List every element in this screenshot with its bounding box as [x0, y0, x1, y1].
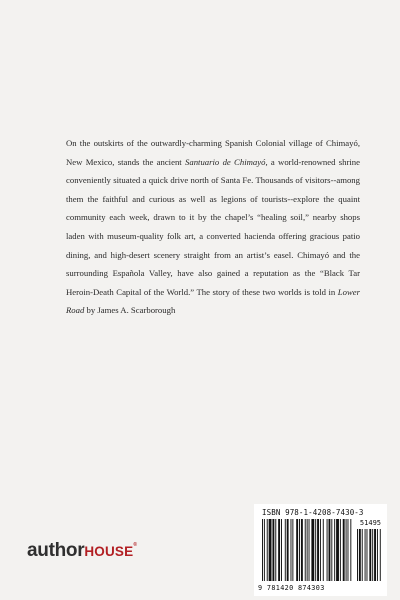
publisher-logo [27, 540, 137, 562]
barcode-bar [309, 519, 310, 581]
barcode-addon-bar [380, 529, 381, 581]
barcode-bar [281, 519, 282, 581]
price-supplement-code: 51495 [359, 519, 381, 527]
barcode-addon-bar [377, 529, 378, 581]
blurb-shrine-name: Santuario de Chimayó [185, 156, 266, 167]
barcode-bar [287, 519, 289, 581]
barcode-bar [320, 519, 321, 581]
barcode-addon-bar [372, 529, 373, 581]
barcode-bar [336, 519, 339, 581]
barcode-addon-bar [362, 529, 363, 581]
barcode-addon-bar [359, 529, 361, 581]
logo-house-text: HOUSE [84, 544, 134, 559]
barcode-bar [350, 519, 351, 581]
barcode-bar [269, 519, 272, 581]
barcode-bar [272, 519, 274, 581]
barcode-bar [285, 519, 286, 581]
barcode-addon-bar [357, 529, 358, 581]
barcode-bar [340, 519, 341, 581]
blurb-text-a: On the outskirts of the outwardly-charming Spanish Colonial village of Chimayó, New Mexico, stands the ancient [66, 138, 360, 167]
barcode-bar [334, 519, 335, 581]
barcode-bar [264, 519, 265, 581]
barcode-bar [317, 519, 319, 581]
barcode-bar [262, 519, 263, 581]
barcode-bar [343, 519, 345, 581]
ean-digits: 9 781420 874303 [258, 584, 325, 592]
barcode-bar [331, 519, 332, 581]
barcode-bar [299, 519, 300, 581]
barcode-bar [329, 519, 331, 581]
barcode-bar [275, 519, 276, 581]
barcode-addon-bar [369, 529, 371, 581]
barcode-bar [311, 519, 314, 581]
barcode-panel [254, 504, 387, 596]
barcode-bar [327, 519, 328, 581]
barcode-addon-bar [374, 529, 376, 581]
isbn-label: ISBN 978-1-4208-7430-3 [262, 508, 364, 517]
blurb-text-c: by James A. Scarborough [84, 305, 176, 316]
barcode-bar [267, 519, 268, 581]
barcode-bar [291, 519, 292, 581]
barcode-bar [307, 519, 308, 581]
barcode-bar [301, 519, 303, 581]
barcode-bar [296, 519, 298, 581]
blurb-book-title: Lower Road [66, 286, 360, 316]
barcode-bar [292, 519, 293, 581]
barcode-addon-bar [365, 529, 366, 581]
barcode-bar [278, 519, 280, 581]
barcode-bar [305, 519, 306, 581]
logo-author-text: author [27, 540, 85, 561]
barcode-bar [323, 519, 324, 581]
blurb-text-b: , a world-renowned shrine conveniently situated a quick drive north of Santa Fe. Thousands of visitors--among them the faithful and curious as well as legions of tourists--explore the quaint community each week, drawn to it by the chapel’s “healing soil,” nearby shops laden with museum-quality folk art, a converted hacienda offering gracious patio dining, and high-desert scenery straight from an artist’s easel. Chimayó and the surrounding Española Valley, have also gained a reputation as the “Black Tar Heroin-Death Capital of the World.” The story of these two worlds is told in [66, 156, 360, 297]
back-cover-blurb [66, 134, 360, 320]
barcode-addon-bar [367, 529, 368, 581]
barcode-bar [315, 519, 316, 581]
barcode-bars [260, 519, 382, 585]
logo-registered-mark: ® [133, 542, 137, 548]
barcode-bar [348, 519, 349, 581]
barcode-bar [346, 519, 347, 581]
